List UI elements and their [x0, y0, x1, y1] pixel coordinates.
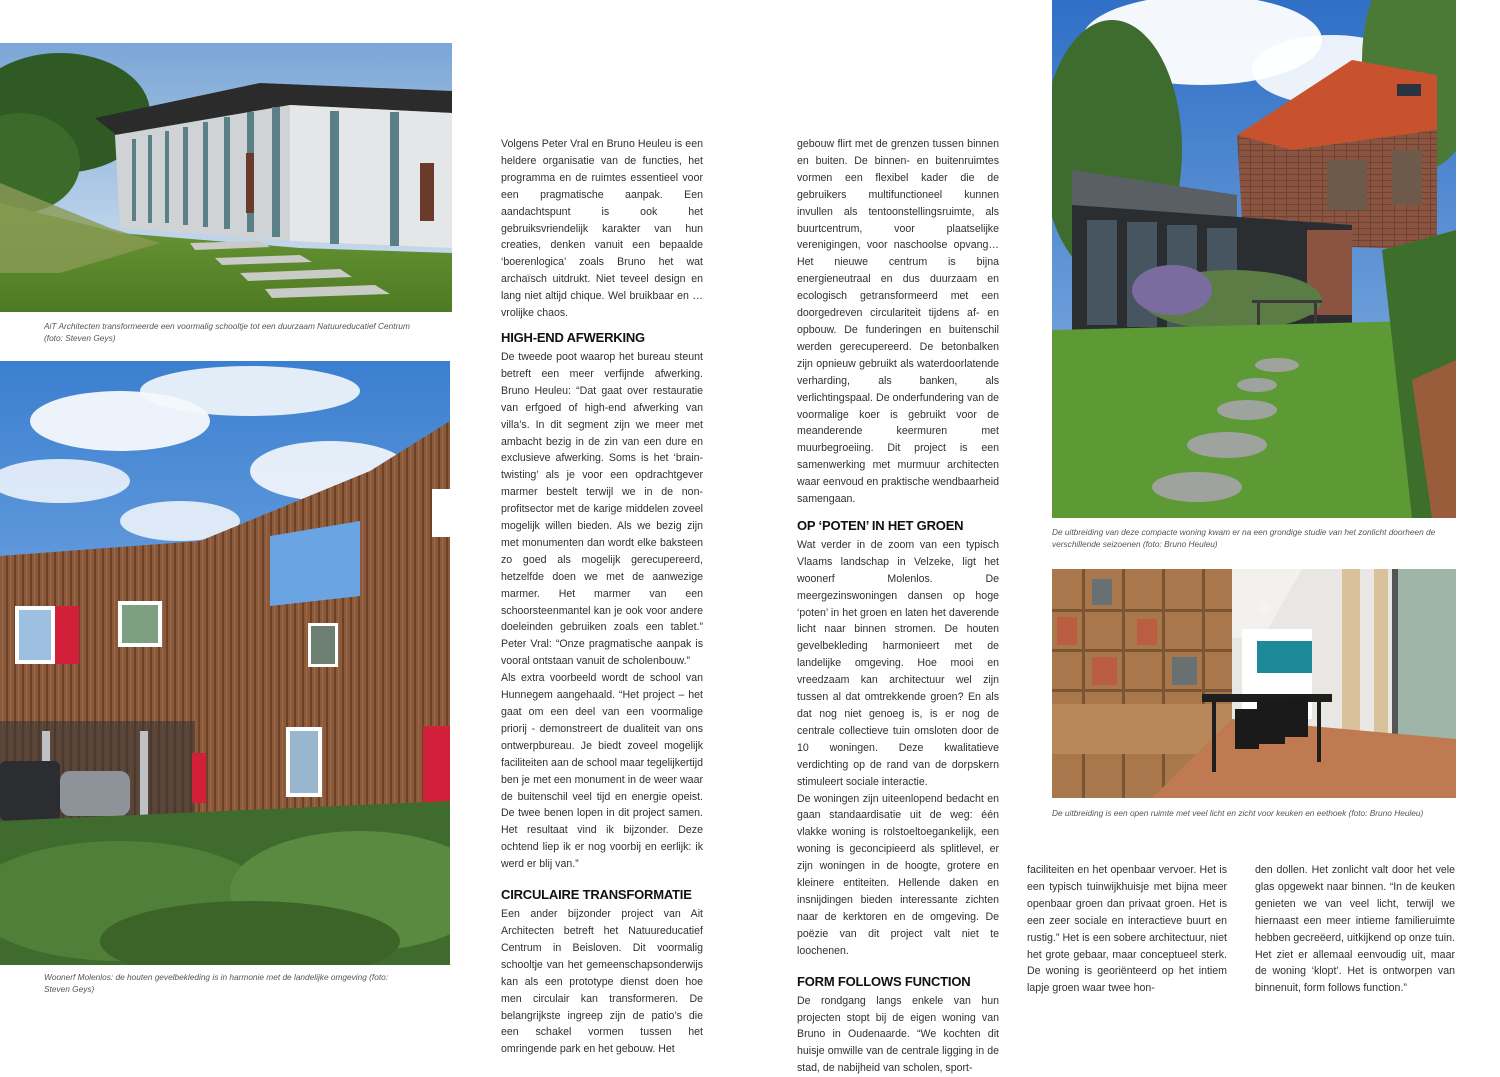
- paragraph: Wat verder in de zoom van een typisch Vlaams landschap in Velzeke, ligt het woonerf Molenlos. De meergezinswoningen dansen op hoge ‘poten’ in het groen en laten het daverende licht naar binnen stromen. De houten gevelbekleding harmonieert met de landelijke omgeving. Hoe mooi en vreedzaam kan architectuur wel zijn tussen al dat omtrekkende groen? En als dat nog niet genoeg is, is er nog de centrale collectieve tuin omsloten door de 10 woningen. Deze kwalitatieve verdichting op de rand van de dorpskern stimuleert sociale interactie.: [797, 538, 999, 788]
- photo-kitchen: [1052, 569, 1456, 798]
- paragraph: De tweede poot waarop het bureau steunt betreft een meer verfijnde afwerking. Bruno Heuleu: “Dat gaat over restauratie van erfgoed of high-end afwerking van villa’s. In dit segment zijn we meer met ambacht bezig in de zin van een dure en exclusieve afwerking. Soms is het ‘brain-twisting’ als je voor een opdrachtgever marmer bestelt terwijl we in de non-profitsector met de karige middelen zoveel mogelijk willen bieden. Als we bezig zijn met monumenten dan wordt elke baksteen zo goed als mogelijk gerecupereerd, hetzelfde doen we met de aanwezige marmer. Het marmer van een schoorsteenmantel kan je ook voor andere doeleinden gebruiken zoals een tablet.” Peter Vral: “Onze pragmatische aanpak is vooral ontstaan vanuit de scholenbouw.”: [501, 350, 703, 668]
- caption-garden: De uitbreiding van deze compacte woning kwam er na een grondige studie van het zonlicht doorheen de verschillende seizoenen (foto: Bruno Heuleu): [1052, 527, 1436, 549]
- section-heading-circulaire: CIRCULAIRE TRANSFORMATIE: [501, 887, 692, 903]
- paragraph: De woningen zijn uiteenlopend bedacht en gaan standaardisatie uit de weg: één vlakke woning is rolstoeltoegankelijk, een woning is geconcipieerd als splitlevel, er zijn woningen in de hoogte, grotere en kleinere entiteiten. Hellende daken en insnijdingen bieden interessante zichten naar de kerktoren en de omgeving. De poëzie van dit project valt niet te loochenen.: [797, 792, 999, 957]
- caption-kitchen: De uitbreiding is een open ruimte met veel licht en zicht voor keuken en eethoek (foto: Bruno Heuleu): [1052, 808, 1424, 818]
- paragraph: Als extra voorbeeld wordt de school van Hunnegem aangehaald. “Het project – het gaat om een deel van een voormalige priorij - demonstreert de dualiteit van ons ontwerpbureau. Je biedt zoveel mogelijk faciliteiten aan de school maar tegelijkertijd ben je met een monument in de weer waar de buitenschil veel tijd en energie opeist. De twee benen lopen in dit project samen. Het resultaat vind ik bijzonder. Deze ochtend liep ik er nog voorbij en eerlijk: ik werd er blij van.”: [501, 672, 703, 871]
- text-column-2: [797, 136, 999, 1077]
- paragraph: Volgens Peter Vral en Bruno Heuleu is een heldere organisatie van de functies, het programma en de ruimtes essentieel voor een pragmatische aanpak. Een aandachtspunt is ook het gebruiksvriendelijk karakter van hun creaties, denken vanuit een bepaalde ‘boerenlogica’ zoals Bruno het wat archaïsch uitdrukt. Niet teveel design en lang niet altijd chique. Wel bruikbaar en … vrolijke chaos.: [501, 138, 703, 320]
- paragraph: Een ander bijzonder project van Ait Architecten betreft het Natuureducatief Centrum in Beisloven. Dit voormalig schooltje van het gemeenschapsonderwijs kan als een prototype dienst doen hoe men circulair kan transformeren. De belangrijkste ingreep zijn de patio’s die een schakel vormen tussen het omringende park en het gebouw. Het: [501, 908, 703, 1056]
- paragraph: faciliteiten en het openbaar vervoer. Het is een typisch tuinwijkhuisje met bijna meer openbaar groen dan privaat groen. Het is een zeer sociale en interactieve buurt en rustig.” Het is een sobere architectuur, niet het grote gebaar, maar conceptueel sterk. De woning is georiënteerd op het intiem lapje groen waar twee hon-: [1027, 864, 1227, 995]
- photo-garden-house: [1052, 0, 1456, 518]
- photo-molenlos: [0, 361, 450, 965]
- paragraph: gebouw flirt met de grenzen tussen binnen en buiten. De binnen- en buitenruimtes vormen een flexibel kader die de gebruikers multifunctioneel kunnen invullen als tentoonstellingsruimte, als buurtcentrum, voor plaatselijke verenigingen, voor naschoolse opvang… Het nieuwe centrum is bijna energieneutraal en dus duurzaam en ecologisch getransformeerd met een doorgedreven circulariteit tijdens af- en opbouw. De funderingen en buitenschil werden gerecupereerd. De betonbalken zijn opnieuw gebruikt als waterdoorlatende verharding, als banken, als verlichtingspaal. De onderfundering van de voormalige koer is gebruikt voor de meanderende keermuren met muurbegroeiing. Dit project is een samenwerking met murmuur architecten waar eenvoud en praktische wendbaarheid samengaan.: [797, 138, 1000, 506]
- caption-molenlos: Woonerf Molenlos: de houten gevelbekleding is in harmonie met de landelijke omgeving (foto: Steven Geys): [44, 972, 389, 994]
- section-heading-poten: OP ‘POTEN’ IN HET GROEN: [797, 517, 964, 533]
- paragraph: den dollen. Het zonlicht valt door het vele glas opgewekt naar binnen. “In de keuken genieten we van veel licht, terwijl we hiernaast een meer intieme familieruimte hebben gecreëerd, uitkijkend op onze tuin. Het ziet er allemaal eenvoudig uit, maar de woning ‘klopt’. Het is ontworpen van binnenuit, form follows function.”: [1255, 864, 1455, 995]
- caption-school: AiT Architecten transformeerde een voormalig schooltje tot een duurzaam Natuureducatief Centrum (foto: Steven Geys): [44, 321, 410, 343]
- section-heading-form-follows: FORM FOLLOWS FUNCTION: [797, 973, 971, 989]
- photo-school-building: [0, 43, 452, 312]
- section-heading-high-end: HIGH-END AFWERKING: [501, 329, 645, 345]
- text-column-3: [1027, 862, 1227, 997]
- text-column-1: [501, 136, 703, 1058]
- paragraph: De rondgang langs enkele van hun projecten stopt bij de eigen woning van Bruno in Oudenaarde. “We kochten dit huisje omwille van de centrale ligging in de stad, de nabijheid van scholen, sport-: [797, 994, 999, 1075]
- text-column-4: [1255, 862, 1455, 997]
